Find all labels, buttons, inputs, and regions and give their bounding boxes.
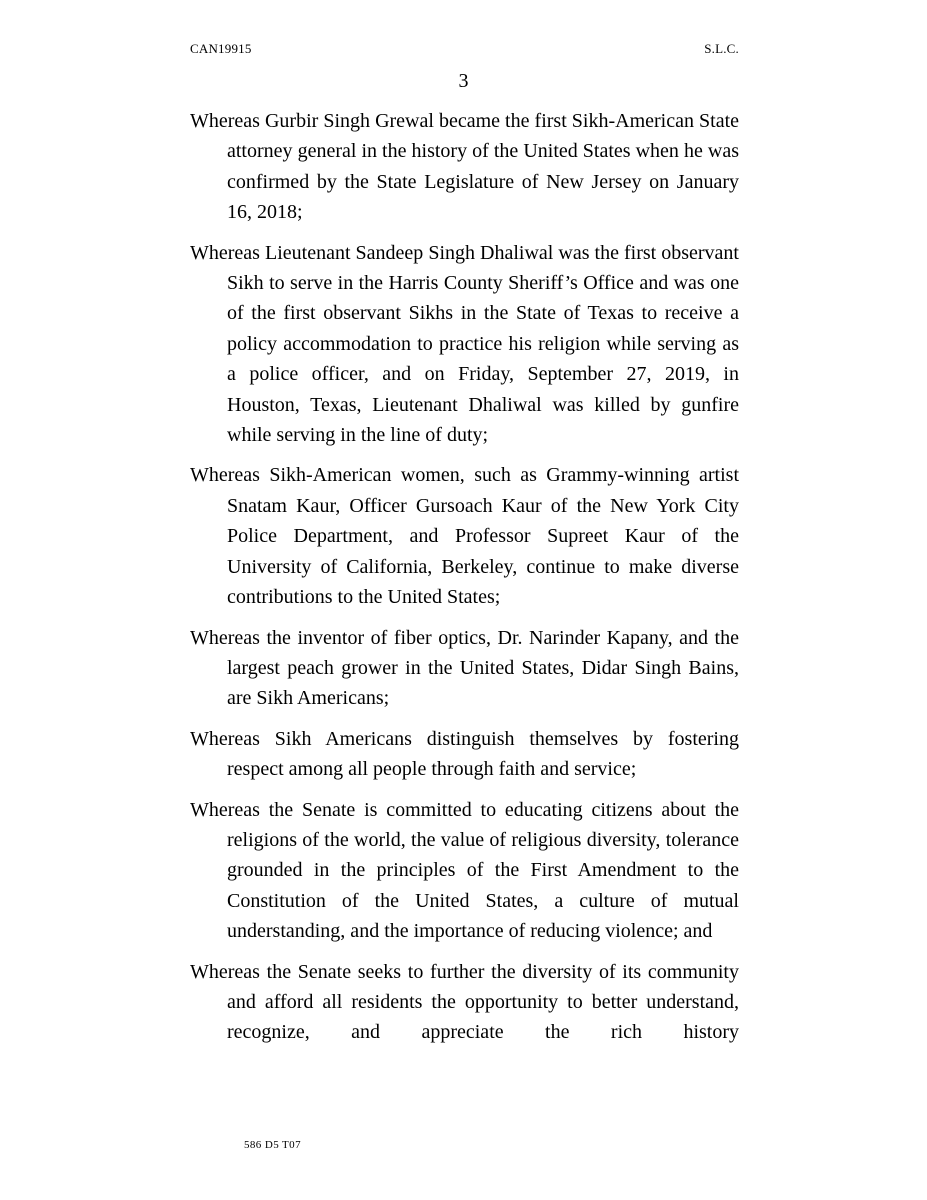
whereas-clause-faith-service: Whereas Sikh Americans distinguish themselves by fostering respect among all people through faith and service; xyxy=(190,727,739,781)
office-code: S.L.C. xyxy=(704,41,739,56)
whereas-clause-dhaliwal: Whereas Lieutenant Sandeep Singh Dhaliwal was the first observant Sikh to serve in the Harris County Sheriff’s Office and was one of the first observant Sikhs in the State of Texas to receive a policy accommodation to practice his religion while serving as a police officer, and on Friday, September 27, 2019, in Houston, Texas, Lieutenant Dhaliwal was killed by gunfire while serving in the line of duty; xyxy=(190,241,739,447)
whereas-clause-senate-diversity: Whereas the Senate seeks to further the diversity of its community and afford all residents the opportunity to better understand, recognize, and appreciate the rich history xyxy=(190,960,739,1044)
whereas-clause-senate-education: Whereas the Senate is committed to educating citizens about the religions of the world, the value of religious diversity, tolerance grounded in the principles of the First Amendment to the Constitution of the United States, a culture of mutual understanding, and the importance of reducing violence; and xyxy=(190,798,739,943)
page-number: 3 xyxy=(458,70,469,92)
resolution-body xyxy=(190,106,739,1058)
footer-code: 586 D5 T07 xyxy=(244,1139,301,1151)
document-id: CAN19915 xyxy=(190,41,252,56)
whereas-clause-grewal: Whereas Gurbir Singh Grewal became the first Sikh-American State attorney general in the history of the United States when he was confirmed by the State Legislature of New Jersey on January 16, 2018; xyxy=(190,110,739,224)
whereas-clause-kapany-bains: Whereas the inventor of fiber optics, Dr. Narinder Kapany, and the largest peach grower in the United States, Didar Singh Bains, are Sikh Americans; xyxy=(190,626,739,710)
whereas-clause-women: Whereas Sikh-American women, such as Grammy-winning artist Snatam Kaur, Officer Gursoach Kaur of the New York City Police Department, and Professor Supreet Kaur of the University of California, Berkeley, continue to make diverse contributions to the United States; xyxy=(190,464,739,609)
